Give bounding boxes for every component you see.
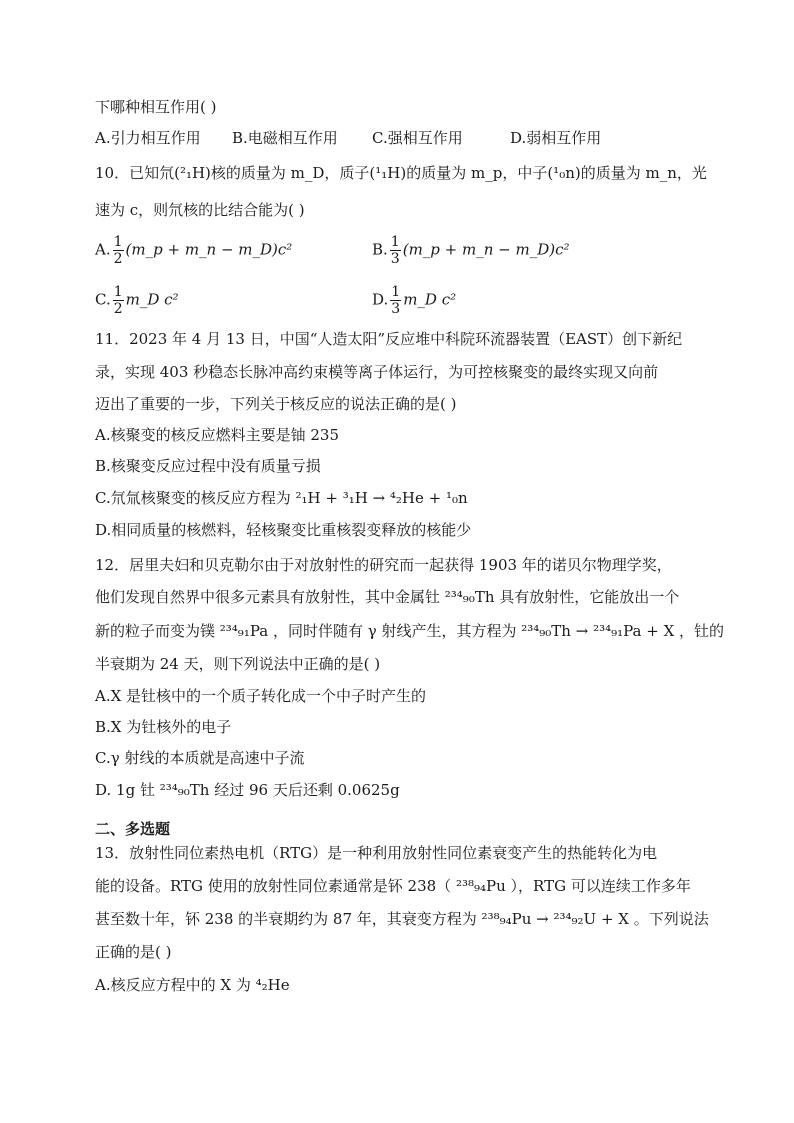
q10-option-a-label: A.	[95, 240, 111, 259]
q10-option-c-expression: m_D c²	[125, 290, 179, 309]
q10-option-a-expression: (m_p + m_n − m_D)c²	[125, 240, 293, 259]
q11-line-1: 11．2023 年 4 月 13 日，中国“人造太阳”反应堆中科院环流器装置（EAST）创下新纪	[95, 330, 683, 348]
q10-option-b	[372, 234, 570, 267]
q9-option-c: C.强相互作用	[372, 129, 463, 147]
fraction-numerator: 1	[113, 234, 123, 250]
q10-option-b-label: B.	[372, 240, 388, 259]
q13-line-3: 甚至数十年，钚 238 的半衰期约为 87 年，其衰变方程为 ²³⁸₉₄Pu → ²³⁴₉₂U + X 。下列说法	[95, 910, 709, 928]
q9-tail: 下哪种相互作用( )	[95, 98, 217, 116]
q9-option-d: D.弱相互作用	[510, 129, 602, 147]
q10-line-1: 10．已知氘(²₁H)核的质量为 m_D，质子(¹₁H)的质量为 m_p，中子(¹₀n)的质量为 m_n，光	[95, 164, 707, 182]
q9-option-a: A.引力相互作用	[95, 129, 201, 147]
q12-line-3: 新的粒子而变为镤 ²³⁴₉₁Pa ，同时伴随有 γ 射线产生，其方程为 ²³⁴₉₀Th → ²³⁴₉₁Pa + X ，钍的	[95, 622, 725, 640]
q10-option-b-expression: (m_p + m_n − m_D)c²	[402, 240, 570, 259]
q12-line-4: 半衰期为 24 天，则下列说法中正确的是( )	[95, 655, 381, 673]
q10-option-a	[95, 234, 292, 267]
q12-line-1: 12．居里夫妇和贝克勒尔由于对放射性的研究而一起获得 1903 年的诺贝尔物理学奖，	[95, 556, 672, 574]
q11-line-3: 迈出了重要的一步，下列关于核反应的说法正确的是( )	[95, 395, 457, 413]
q10-line-2: 速为 c，则氘核的比结合能为( )	[95, 201, 305, 219]
fraction-denominator: 3	[390, 251, 400, 267]
q9-option-b: B.电磁相互作用	[232, 129, 338, 147]
q11-option-a: A.核聚变的核反应燃料主要是铀 235	[95, 426, 340, 444]
q13-line-4: 正确的是( )	[95, 943, 172, 961]
q10-option-a-fraction	[113, 234, 124, 267]
q13-option-a: A.核反应方程中的 X 为 ⁴₂He	[95, 976, 290, 994]
q10-option-c-fraction	[113, 284, 124, 317]
fraction-denominator: 2	[113, 301, 123, 317]
q13-line-2: 能的设备。RTG 使用的放射性同位素通常是钚 238（ ²³⁸₉₄Pu ），RTG 可以连续工作多年	[95, 877, 691, 895]
q10-option-d-expression: m_D c²	[403, 290, 457, 309]
fraction-denominator: 2	[113, 251, 123, 267]
q12-option-c: C.γ 射线的本质就是高速中子流	[95, 749, 305, 767]
q10-option-c-label: C.	[95, 290, 111, 309]
q13-line-1: 13．放射性同位素热电机（RTG）是一种利用放射性同位素衰变产生的热能转化为电	[95, 844, 658, 862]
q11-option-c: C.氘氚核聚变的核反应方程为 ²₁H + ³₁H → ⁴₂He + ¹₀n	[95, 489, 468, 507]
q11-option-b: B.核聚变反应过程中没有质量亏损	[95, 457, 321, 475]
q10-option-d	[372, 284, 456, 317]
q10-option-d-fraction	[390, 284, 401, 317]
q10-option-c	[95, 284, 179, 317]
q12-option-b: B.X 为钍核外的电子	[95, 718, 232, 736]
q10-option-d-label: D.	[372, 290, 389, 309]
fraction-denominator: 3	[391, 301, 401, 317]
q11-option-d: D.相同质量的核燃料，轻核聚变比重核裂变释放的核能少	[95, 521, 472, 539]
q12-line-2: 他们发现自然界中很多元素具有放射性，其中金属钍 ²³⁴₉₀Th 具有放射性，它能放出一个	[95, 588, 680, 606]
q12-option-d: D. 1g 钍 ²³⁴₉₀Th 经过 96 天后还剩 0.0625g	[95, 781, 400, 799]
q12-option-a: A.X 是钍核中的一个质子转化成一个中子时产生的	[95, 687, 427, 705]
q11-line-2: 录，实现 403 秒稳态长脉冲高约束模等离子体运行，为可控核聚变的最终实现又向前	[95, 363, 659, 381]
q10-option-b-fraction	[390, 234, 401, 267]
fraction-numerator: 1	[390, 234, 400, 250]
fraction-numerator: 1	[391, 284, 401, 300]
fraction-numerator: 1	[113, 284, 123, 300]
section-heading-multiple-choice: 二、多选题	[95, 820, 171, 838]
